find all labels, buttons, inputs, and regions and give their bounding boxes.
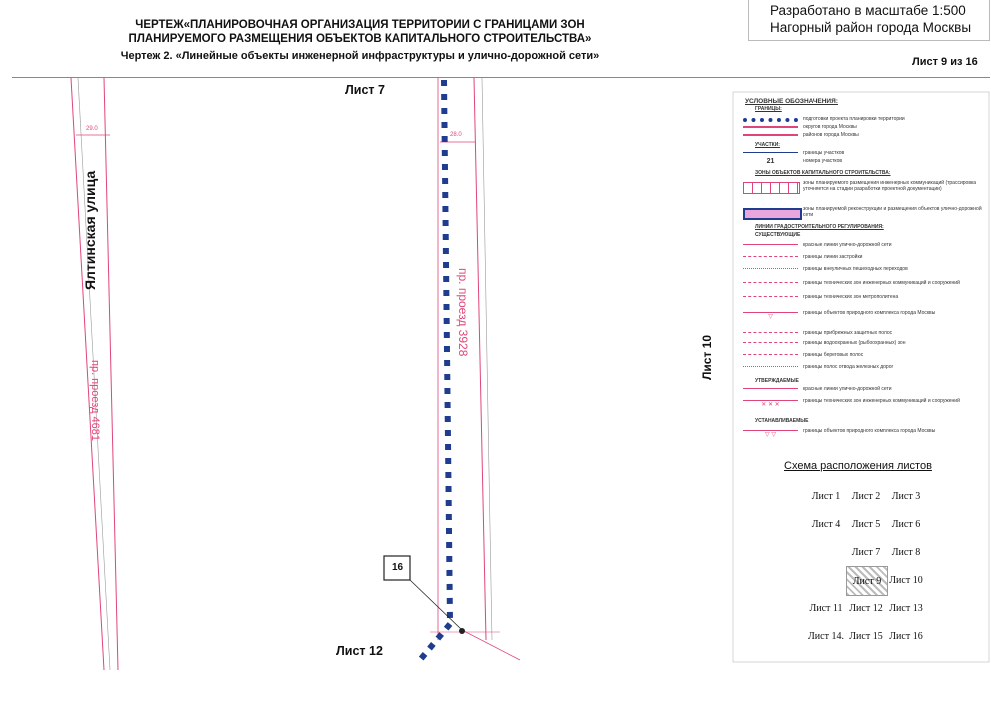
legend-group: УТВЕРЖДАЕМЫЕ bbox=[755, 378, 799, 384]
legend-row bbox=[743, 294, 983, 304]
legend-symbol bbox=[743, 268, 798, 275]
legend-row bbox=[743, 310, 983, 320]
legend-text: номера участков bbox=[803, 158, 843, 164]
parcel-number: 16 bbox=[392, 562, 404, 573]
title-line-1: ЧЕРТЕЖ«ПЛАНИРОВОЧНАЯ ОРГАНИЗАЦИЯ ТЕРРИТОРИИ С ГРАНИЦАМИ ЗОН bbox=[135, 19, 585, 31]
schema-sheet: Лист 3 bbox=[891, 490, 921, 502]
legend-symbol bbox=[743, 296, 798, 303]
legend-text: границы полос отвода железных дорог bbox=[803, 364, 894, 370]
legend-group: ЛИНИИ ГРАДОСТРОИТЕЛЬНОГО РЕГУЛИРОВАНИЯ: bbox=[755, 224, 884, 230]
legend-title: УСЛОВНЫЕ ОБОЗНАЧЕНИЯ: bbox=[745, 98, 838, 105]
schema-sheet: Лист 1 bbox=[811, 490, 841, 502]
legend-text: границы объектов природного комплекса города Москвы bbox=[803, 310, 936, 316]
schema-sheet: Лист 2 bbox=[851, 490, 881, 502]
legend-group: УЧАСТКИ: bbox=[755, 142, 780, 148]
legend-row bbox=[743, 132, 983, 142]
sheet-number: Лист 9 из 16 bbox=[912, 56, 978, 68]
legend-row bbox=[743, 386, 983, 396]
red-line-left-2 bbox=[104, 78, 118, 670]
schema-sheet-current: Лист 9 bbox=[846, 566, 888, 596]
legend-text: зоны планируемой реконструкции и размещения объектов улично-дорожной сети bbox=[803, 206, 982, 218]
legend-symbol bbox=[743, 354, 798, 361]
legend-text: границы водоохранных (рыбоохранных) зон bbox=[803, 340, 906, 346]
legend-symbol bbox=[743, 256, 798, 263]
width-left: 29.0 bbox=[86, 126, 98, 132]
scale-text: Разработано в масштабе 1:500 bbox=[770, 3, 966, 18]
schema-sheet: Лист 14. bbox=[808, 630, 844, 642]
legend-group: ГРАНИЦЫ: bbox=[755, 106, 782, 112]
legend-text: районов города Москвы bbox=[803, 132, 859, 138]
legend-symbol bbox=[743, 208, 802, 220]
legend-symbol: ▽ bbox=[743, 312, 798, 319]
sheet-12-label: Лист 12 bbox=[336, 644, 383, 658]
grey-line-right bbox=[482, 78, 492, 640]
schema-sheet: Лист 10 bbox=[889, 574, 923, 586]
legend-text: красные линии улично-дорожной сети bbox=[803, 386, 892, 392]
legend bbox=[733, 92, 991, 460]
legend-symbol bbox=[743, 134, 798, 142]
planning-boundary-diagonal bbox=[420, 624, 450, 660]
legend-text: границы внеуличных пешеходных переходов bbox=[803, 266, 908, 272]
schema-sheet: Лист 11 bbox=[809, 602, 843, 614]
passage-right-name: пр. проезд 3928 bbox=[456, 268, 470, 357]
legend-row bbox=[743, 242, 983, 252]
drawing-subtitle: Чертеж 2. «Линейные объекты инженерной инфраструктуры и улично-дорожной сети» bbox=[120, 50, 600, 62]
legend-text: границы береговых полос bbox=[803, 352, 864, 358]
legend-row bbox=[743, 232, 983, 242]
legend-text: границы технических зон инженерных коммуникаций и сооружений bbox=[803, 398, 960, 404]
legend-text: подготовки проекта планировки территории bbox=[803, 116, 905, 122]
legend-row bbox=[743, 352, 983, 362]
legend-row bbox=[743, 364, 983, 374]
parcel-point bbox=[459, 628, 465, 634]
legend-text: округов города Москвы bbox=[803, 124, 857, 130]
sheet-10-label: Лист 10 bbox=[700, 334, 714, 380]
legend-symbol bbox=[743, 366, 798, 373]
legend-text: границы участков bbox=[803, 150, 845, 156]
legend-text: границы объектов природного комплекса города Москвы bbox=[803, 428, 936, 434]
legend-text: границы технических зон инженерных коммуникаций и сооружений bbox=[803, 280, 960, 286]
legend-symbol bbox=[743, 182, 800, 194]
corner-line bbox=[462, 630, 520, 660]
schema-sheet: Лист 8 bbox=[891, 546, 921, 558]
planning-boundary-line bbox=[444, 80, 450, 622]
legend-text: красные линии улично-дорожной сети bbox=[803, 242, 892, 248]
red-line-right bbox=[474, 78, 486, 640]
legend-text: границы прибрежных защитных полос bbox=[803, 330, 893, 336]
width-right: 28.0 bbox=[450, 132, 462, 138]
legend-symbol bbox=[743, 388, 798, 395]
schema-sheet: Лист 12 bbox=[849, 602, 883, 614]
legend-row bbox=[743, 266, 983, 276]
parcel-leader-line bbox=[410, 580, 462, 630]
legend-row bbox=[743, 170, 983, 180]
sheet-7-label: Лист 7 bbox=[345, 83, 385, 97]
title-line-2: ПЛАНИРУЕМОГО РАЗМЕЩЕНИЯ ОБЪЕКТОВ КАПИТАЛЬНОГО СТРОИТЕЛЬСТВА» bbox=[128, 33, 592, 45]
legend-text: границы линии застройки bbox=[803, 254, 863, 260]
schema-title: Схема расположения листов bbox=[784, 460, 932, 472]
legend-row bbox=[743, 340, 983, 350]
schema-sheet: Лист 6 bbox=[891, 518, 921, 530]
legend-row bbox=[743, 428, 983, 438]
passage-left-name: пр. проезд 4681 bbox=[89, 360, 101, 442]
legend-row bbox=[743, 398, 983, 408]
legend-text: границы технических зон метрополитена bbox=[803, 294, 899, 300]
legend-row bbox=[743, 206, 983, 220]
legend-symbol: ✕ ✕ ✕ bbox=[743, 400, 798, 407]
sheet-layout-grid bbox=[806, 482, 924, 650]
legend-symbol bbox=[743, 332, 798, 339]
schema-sheet: Лист 7 bbox=[851, 546, 881, 558]
legend-row bbox=[743, 418, 983, 428]
legend-row bbox=[743, 158, 983, 168]
legend-row bbox=[743, 330, 983, 340]
legend-symbol: ▽ ▽ bbox=[743, 430, 798, 437]
street-name: Ялтинская улица bbox=[82, 170, 98, 290]
legend-row bbox=[743, 280, 983, 290]
legend-row bbox=[743, 106, 983, 116]
legend-symbol: 21 bbox=[766, 158, 775, 165]
legend-group: УСТАНАВЛИВАЕМЫЕ bbox=[755, 418, 809, 424]
legend-symbol bbox=[743, 282, 798, 289]
legend-row bbox=[743, 180, 983, 196]
schema-sheet: Лист 4 bbox=[811, 518, 841, 530]
legend-symbol bbox=[743, 342, 798, 349]
schema-sheet: Лист 15 bbox=[849, 630, 883, 642]
legend-group: ЗОНЫ ОБЪЕКТОВ КАПИТАЛЬНОГО СТРОИТЕЛЬСТВА: bbox=[755, 170, 891, 176]
legend-symbol bbox=[743, 244, 798, 251]
schema-sheet: Лист 13 bbox=[889, 602, 923, 614]
legend-text: зоны планируемого размещения инженерных коммуникаций (трассировка уточняется на стадии разработки проектной документации) bbox=[803, 180, 977, 192]
schema-sheet: Лист 16 bbox=[889, 630, 923, 642]
legend-group: СУЩЕСТВУЮЩИЕ bbox=[755, 232, 801, 238]
schema-sheet: Лист 5 bbox=[851, 518, 881, 530]
legend-row bbox=[743, 254, 983, 264]
district-text: Нагорный район города Москвы bbox=[770, 20, 972, 35]
